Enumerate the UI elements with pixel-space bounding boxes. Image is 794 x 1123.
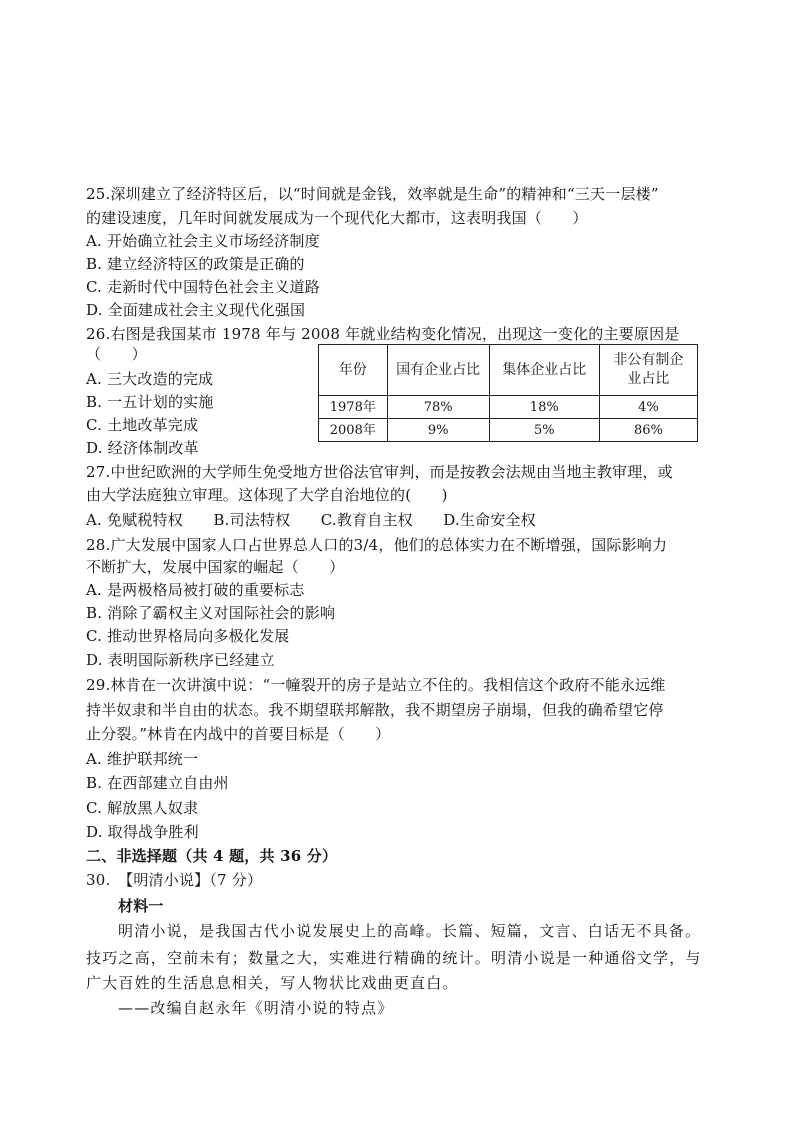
table-header-state-owned: 国有企业占比 (387, 345, 489, 396)
material-line2: 技巧之高，空前未有；数量之大，实难进行精确的统计。明清小说是一种通俗文学，与 (86, 949, 702, 967)
q25-option-b: B. 建立经济特区的政策是正确的 (86, 255, 305, 273)
material-line3: 广大百姓的生活息息相关，写人物状比戏曲更直白。 (86, 974, 459, 992)
table-header-non-public-line2: 业占比 (627, 371, 670, 387)
table-cell: 1978年 (319, 396, 388, 419)
q25-option-a: A. 开始确立社会主义市场经济制度 (86, 232, 320, 250)
q29-option-b: B. 在西部建立自由州 (86, 774, 229, 792)
q26-option-c: C. 土地改革完成 (86, 416, 199, 434)
q29-option-a: A. 维护联邦统一 (86, 750, 199, 768)
table-header-row (319, 345, 698, 396)
q26-stem-line1: 26.右图是我国某市 1978 年与 2008 年就业结构变化情况，出现这一变化的主要原因是 (86, 325, 680, 343)
q26-option-b: B. 一五计划的实施 (86, 393, 214, 411)
q26-stem-line2: （ ） (86, 345, 147, 363)
table-header-non-public (599, 345, 697, 396)
table-header-year: 年份 (319, 345, 388, 396)
table-cell: 78% (387, 396, 489, 419)
table-row (319, 396, 698, 419)
q28-option-b: B. 消除了霸权主义对国际社会的影响 (86, 604, 336, 622)
table-cell: 18% (489, 396, 599, 419)
q26-option-d: D. 经济体制改革 (86, 439, 199, 457)
q25-stem-line1: 25.深圳建立了经济特区后，以“时间就是金钱，效率就是生命”的精神和“三天一层楼” (86, 185, 659, 203)
material-line1: 明清小说，是我国古代小说发展史上的高峰。长篇、短篇，文言、白话无不具备。 (118, 922, 702, 940)
table-cell: 4% (599, 396, 697, 419)
material-source: ——改编自赵永年《明清小说的特点》 (118, 999, 394, 1017)
q28-option-c: C. 推动世界格局向多极化发展 (86, 627, 290, 645)
q27-stem-line2: 由大学法庭独立审理。这体现了大学自治地位的( ) (86, 486, 448, 504)
section2-heading: 二、非选择题（共 4 题，共 36 分） (86, 847, 338, 865)
q29-option-c: C. 解放黑人奴隶 (86, 799, 199, 817)
q29-option-d: D. 取得战争胜利 (86, 823, 199, 841)
q30-title: 30. 【明清小说】（7 分） (86, 871, 263, 889)
q26-option-a: A. 三大改造的完成 (86, 370, 214, 388)
q29-stem-line3: 止分裂。”林肯在内战中的首要目标是（ ） (86, 725, 391, 743)
q25-option-d: D. 全面建成社会主义现代化强国 (86, 301, 306, 319)
q27-stem-line1: 27.中世纪欧洲的大学师生免受地方世俗法官审判，而是按教会法规由当地主教审理，或 (86, 463, 673, 481)
employment-structure-table (318, 344, 698, 442)
q28-stem-line1: 28.广大发展中国家人口占世界总人口的3/4，他们的总体实力在不断增强，国际影响力 (86, 536, 668, 554)
q25-option-c: C. 走新时代中国特色社会主义道路 (86, 278, 320, 296)
table-header-collective: 集体企业占比 (489, 345, 599, 396)
q28-option-a: A. 是两极格局被打破的重要标志 (86, 581, 305, 599)
table-row (319, 419, 698, 442)
q29-stem-line1: 29.林肯在一次讲演中说：“一幢裂开的房子是站立不住的。我相信这个政府不能永远维 (86, 676, 666, 694)
table-cell: 9% (387, 419, 489, 442)
q28-stem-line2: 不断扩大，发展中国家的崛起（ ） (86, 558, 345, 576)
q29-stem-line2: 持半奴隶和半自由的状态。我不期望联邦解散，我不期望房子崩塌，但我的确希望它停 (86, 701, 664, 719)
material-label: 材料一 (118, 897, 164, 915)
table-header-non-public-line1: 非公有制企 (613, 352, 684, 368)
table-cell: 5% (489, 419, 599, 442)
table-cell: 86% (599, 419, 697, 442)
q25-stem-line2: 的建设速度，几年时间就发展成为一个现代化大都市，这表明我国（ ） (86, 209, 588, 227)
table-cell: 2008年 (319, 419, 388, 442)
q28-option-d: D. 表明国际新秩序已经建立 (86, 651, 275, 669)
q27-options: A. 免赋税特权 B.司法特权 C.教育自主权 D.生命安全权 (86, 511, 536, 529)
